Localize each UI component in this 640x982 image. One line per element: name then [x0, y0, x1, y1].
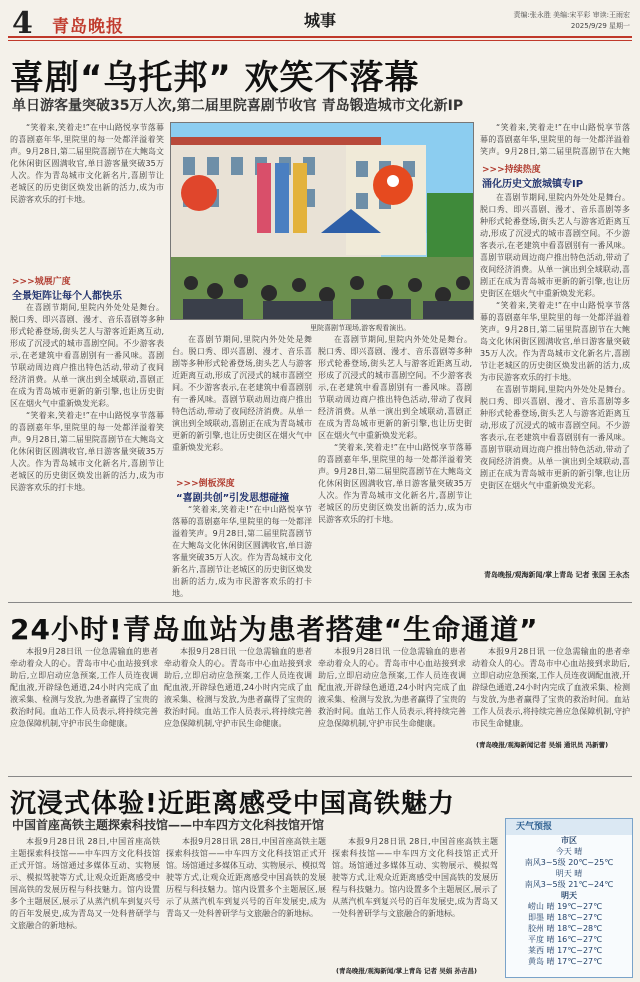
story1-section-b-label: >>>倒板深度: [176, 479, 235, 489]
story2-col3: [318, 646, 466, 766]
editor-credits: [470, 10, 630, 32]
section-title: 城事: [303, 11, 336, 30]
story1-intro-text: “笑着来,笑着走!”在中山路悦享节落幕的喜剧嘉年华,里院里的每一处都洋溢着笑声。9月28日,第二届里院喜剧节在大鲍岛文化休闲街区圆满收官,单日游客量突破35万人次。作为青岛城市文化新名片,喜剧节让老城区的历史街区焕发出新的活力,成为市民游客欢乐的打卡地。: [10, 123, 164, 204]
weather-today-wind: 南风3~5级 20℃~25℃: [524, 858, 614, 867]
story1-section-c-label: >>>持续热度: [482, 165, 541, 175]
story1-subheadline: 单日游客量突破35万人次,第二届里院喜剧节收官 青岛锻造城市文化新IP: [12, 98, 464, 114]
story1-col3: [318, 334, 472, 598]
story-divider-2: [8, 776, 632, 777]
weather-tomorrow: 明天 晴: [555, 869, 583, 878]
story1-byline: 青岛晚报/观海新闻/掌上青岛 记者 张国 王永杰: [484, 571, 630, 579]
credits-line: 责编:张永胜 美编:宋平彩 审读:王雨宏: [513, 11, 630, 19]
story2-body-col2: 本报9月28日讯 一位急需输血的患者牵动着众人的心。青岛市中心血站接到求助后,立即启动应急预案,工作人员连夜调配血液,开辟绿色通道,24小时内完成了血液采集、检测与发放,为患者赢得了宝贵的救治时间。血站工作人员表示,将持续完善应急保障机制,守护市民生命健康。: [164, 647, 312, 728]
story1-body-col4a: “笑着来,笑着走!”在中山路悦享节落幕的喜剧嘉年华,里院里的每一处都洋溢着笑声。9月28日,第二届里院喜剧节在大鲍: [480, 123, 630, 156]
story1-col2: [172, 334, 312, 474]
issue-date: 2025/9/29 星期一: [570, 22, 630, 30]
story2-col2: [164, 646, 312, 766]
story2-body-col4: 本报9月28日讯 一位急需输血的患者牵动着众人的心。青岛市中心血站接到求助后,立即启动应急预案,工作人员连夜调配血液,开辟绿色通道,24小时内完成了血液采集、检测与发放,为患者赢得了宝贵的救治时间。血站工作人员表示,将持续完善应急保障机制,守护市民生命健康。: [472, 647, 630, 728]
story1-body-col1: 在喜剧节期间,里院内外处处是舞台。脱口秀、即兴喜剧、漫才、音乐喜剧等多种形式轮番登场,街头艺人与游客近距离互动,形成了沉浸式的城市喜剧空间。不少游客表示,在老建筑中看喜剧别有一番风味。喜剧节联动周边商户推出特色活动,带动了夜间经济消费。从单一演出到全域联动,喜剧正在成为青岛城市更新的新引擎,也让历史街区在烟火气中重新焕发光彩。: [10, 303, 164, 408]
story2-headline[interactable]: 24小时!青岛血站为患者搭建“生命通道”: [10, 613, 539, 646]
page-number: 4: [12, 6, 33, 41]
story1-photo-caption: 里院喜剧节现场,游客观看演出。: [310, 324, 411, 332]
masthead: [0, 0, 640, 44]
weather-today: 今天 晴: [555, 847, 583, 856]
story1-body-col4b: “笑着来,笑着走!”在中山路悦享节落幕的喜剧嘉年华,里院里的每一处都洋溢着笑声。9月28日,第二届里院喜剧节在大鲍岛文化休闲街区圆满收官,单日游客量突破35万人次。作为青岛城市文化新名片,喜剧节让老城区的历史街区焕发出新的活力,成为市民游客欢乐的打卡地。: [480, 301, 630, 382]
story3-subheadline: 中国首座高铁主题探索科技馆——中车四方文化科技馆开馆: [12, 818, 325, 832]
weather-city-row: 平度 晴 16℃~27℃: [528, 935, 603, 944]
story-divider-1: [8, 602, 632, 603]
story1-col4: [480, 192, 630, 556]
story3-col3: [332, 836, 498, 964]
masthead-rule: [8, 36, 632, 38]
story3-body-col2: 本报9月28日讯 28日,中国首座高铁主题探索科技馆——中车四方文化科技馆正式开馆。场馆通过多媒体互动、实物展示、模拟驾驶等方式,让观众近距离感受中国高铁的发展历程与科技魅力。馆内设置多个主题展区,展示了从蒸汽机车到复兴号的百年发展史,成为青岛又一处科普研学与文旅融合的新地标。: [166, 837, 326, 918]
story3-body-col3: 本报9月28日讯 28日,中国首座高铁主题探索科技馆——中车四方文化科技馆正式开馆。场馆通过多媒体互动、实物展示、模拟驾驶等方式,让观众近距离感受中国高铁的发展历程与科技魅力。馆内设置多个主题展区,展示了从蒸汽机车到复兴号的百年发展史,成为青岛又一处科普研学与文旅融合的新地标。: [332, 837, 498, 918]
story3-col2: [166, 836, 326, 976]
story2-body-col1: 本报9月28日讯 一位急需输血的患者牵动着众人的心。青岛市中心血站接到求助后,立即启动应急预案,工作人员连夜调配血液,开辟绿色通道,24小时内完成了血液采集、检测与发放,为患者赢得了宝贵的救治时间。血站工作人员表示,将持续完善应急保障机制,守护市民生命健康。: [10, 647, 158, 728]
story1-body-col1b: “笑着来,笑着走!”在中山路悦享节落幕的喜剧嘉年华,里院里的每一处都洋溢着笑声。9月28日,第二届里院喜剧节在大鲍岛文化休闲街区圆满收官,单日游客量突破35万人次。作为青岛城市文化新名片,喜剧节让老城区的历史街区焕发出新的活力,成为市民游客欢乐的打卡地。: [10, 411, 164, 492]
story1-body-col4c: 在喜剧节期间,里院内外处处是舞台。脱口秀、即兴喜剧、漫才、音乐喜剧等多种形式轮番登场,街头艺人与游客近距离互动,形成了沉浸式的城市喜剧空间。不少游客表示,在老建筑中看喜剧别有一番风味。喜剧节联动周边商户推出特色活动,带动了夜间经济消费。从单一演出到全域联动,喜剧正在成为青岛城市更新的新引擎,也让历史街区在烟火气中重新焕发光彩。: [480, 385, 630, 490]
story1-body-col2: 在喜剧节期间,里院内外处处是舞台。脱口秀、即兴喜剧、漫才、音乐喜剧等多种形式轮番登场,街头艺人与游客近距离互动,形成了沉浸式的城市喜剧空间。不少游客表示,在老建筑中看喜剧别有一番风味。喜剧节联动周边商户推出特色活动,带动了夜间经济消费。从单一演出到全域联动,喜剧正在成为青岛城市更新的新引擎,也让历史街区在烟火气中重新焕发光彩。: [172, 335, 312, 452]
story1-body-col3: 在喜剧节期间,里院内外处处是舞台。脱口秀、即兴喜剧、漫才、音乐喜剧等多种形式轮番登场,街头艺人与游客近距离互动,形成了沉浸式的城市喜剧空间。不少游客表示,在老建筑中看喜剧别有一番风味。喜剧节联动周边商户推出特色活动,带动了夜间经济消费。从单一演出到全域联动,喜剧正在成为青岛城市更新的新引擎,也让历史街区在烟火气中重新焕发光彩。: [318, 335, 472, 440]
story1-col1: [10, 302, 164, 598]
story3-headline[interactable]: 沉浸式体验!近距离感受中国高铁魅力: [10, 789, 455, 819]
story3-body-col1: 本报9月28日讯 28日,中国首座高铁主题探索科技馆——中车四方文化科技馆正式开馆。场馆通过多媒体互动、实物展示、模拟驾驶等方式,让观众近距离感受中国高铁的发展历程与科技魅力。馆内设置多个主题展区,展示了从蒸汽机车到复兴号的百年发展史,成为青岛又一处科普研学与文旅融合的新地标。: [10, 837, 160, 930]
story1-section-a-label: >>>城展广度: [12, 277, 71, 287]
story2-byline: (青岛晚报/观海新闻记者 吴娟 通讯员 冯新蕾): [476, 741, 609, 749]
weather-city-row: 即墨 晴 18℃~27℃: [528, 913, 603, 922]
story1-headline[interactable]: 喜剧“乌托邦” 欢笑不落幕: [10, 58, 420, 98]
story1-section-a-title: 全景矩阵让每个人都快乐: [12, 291, 122, 302]
story1-section-b-title: “喜剧共创”引发思想碰撞: [176, 493, 290, 504]
story2-body-col3: 本报9月28日讯 一位急需输血的患者牵动着众人的心。青岛市中心血站接到求助后,立即启动应急预案,工作人员连夜调配血液,开辟绿色通道,24小时内完成了血液采集、检测与发放,为患者赢得了宝贵的救治时间。血站工作人员表示,将持续完善应急保障机制,守护市民生命健康。: [318, 647, 466, 728]
story1-col2b: [172, 504, 312, 598]
story1-intro: [10, 122, 164, 270]
weather-city-row: 胶州 晴 18℃~28℃: [528, 924, 603, 933]
weather-box: [505, 818, 633, 978]
weather-city-row: 莱西 晴 17℃~27℃: [528, 946, 603, 955]
story3-col1: [10, 836, 160, 976]
story1-body-col3b: “笑着来,笑着走!”在中山路悦享节落幕的喜剧嘉年华,里院里的每一处都洋溢着笑声。9月28日,第二届里院喜剧节在大鲍岛文化休闲街区圆满收官,单日游客量突破35万人次。作为青岛城市文化新名片,喜剧节让老城区的历史街区焕发出新的活力,成为市民游客欢乐的打卡地。: [318, 443, 472, 524]
story1-body-col2b: “笑着来,笑着走!”在中山路悦享节落幕的喜剧嘉年华,里院里的每一处都洋溢着笑声。9月28日,第二届里院喜剧节在大鲍岛文化休闲街区圆满收官,单日游客量突破35万人次。作为青岛城市文化新名片,喜剧节让老城区的历史街区焕发出新的活力,成为市民游客欢乐的打卡地。: [172, 505, 312, 598]
weather-cities-label: 明天: [561, 891, 577, 900]
story2-col4: [472, 646, 630, 736]
weather-city-row: 崂山 晴 19℃~27℃: [528, 902, 603, 911]
weather-tomorrow-wind: 南风3~5级 21℃~24℃: [524, 880, 614, 889]
masthead-rule-thin: [8, 40, 632, 41]
weather-title: 天气预报: [506, 819, 632, 835]
festival-photo-illustration: [171, 123, 474, 320]
story1-body-col4: 在喜剧节期间,里院内外处处是舞台。脱口秀、即兴喜剧、漫才、音乐喜剧等多种形式轮番登场,街头艺人与游客近距离互动,形成了沉浸式的城市喜剧空间。不少游客表示,在老建筑中看喜剧别有一番风味。喜剧节联动周边商户推出特色活动,带动了夜间经济消费。从单一演出到全域联动,喜剧正在成为青岛城市更新的新引擎,也让历史街区在烟火气中重新焕发光彩。: [480, 193, 630, 298]
story2-col1: [10, 646, 158, 766]
weather-city-row: 黄岛 晴 17℃~27℃: [528, 957, 603, 966]
paper-logo: 青岛晚报: [52, 17, 124, 37]
weather-region: 市区: [561, 836, 577, 845]
story3-byline: (青岛晚报/观海新闻/掌上青岛 记者 吴娟 孙吉昌): [336, 967, 477, 975]
story1-photo: [170, 122, 474, 320]
story1-section-c-title: 涌化历史文旅城镇专IP: [482, 179, 584, 190]
story1-col4-top: [480, 122, 630, 158]
